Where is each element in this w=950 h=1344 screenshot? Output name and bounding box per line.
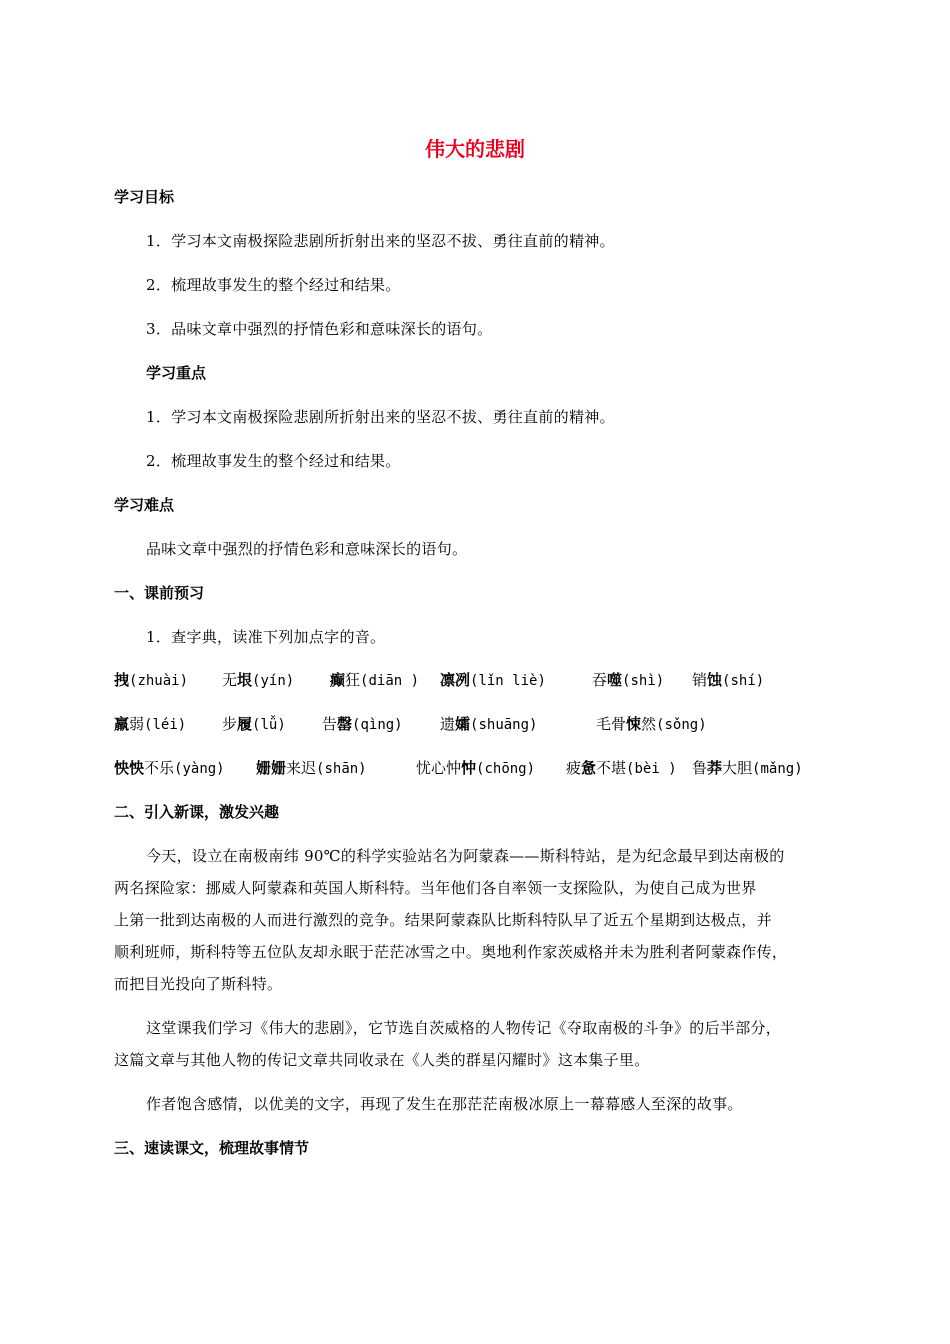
word-text: 告 (322, 715, 338, 733)
dotted-character: 罄 (337, 715, 353, 733)
dotted-character: 蚀 (707, 671, 723, 689)
intro-paragraph-line: 今天，设立在南极南纬 90℃的科学实验站名为阿蒙森——斯科特站，是为纪念最早到达南极的 (146, 847, 785, 865)
difficulty-text: 品味文章中强烈的抒情色彩和意味深长的语句。 (146, 540, 468, 558)
pinyin-reading: (zhuài) (129, 673, 189, 689)
pinyin-reading: (léi) (144, 717, 187, 733)
dotted-character: 悚 (626, 715, 642, 733)
pinyin-word (114, 713, 186, 736)
word-text: 来迟 (286, 759, 317, 777)
preview-heading: 一、课前预习 (114, 584, 205, 602)
objective-item: 1．学习本文南极探险悲剧所折射出来的坚忍不拔、勇往直前的精神。 (146, 232, 615, 250)
pinyin-row (114, 757, 834, 779)
word-text: 无 (222, 671, 238, 689)
pinyin-reading: (yàng) (174, 761, 225, 777)
pinyin-reading: (qìng) (352, 717, 403, 733)
intro-paragraph-line: 作者饱含感情，以优美的文字，再现了发生在那茫茫南极冰原上一幕幕感人至深的故事。 (146, 1095, 743, 1113)
pinyin-reading: (yín) (252, 673, 295, 689)
word-text: 弱 (129, 715, 145, 733)
dotted-character: 癫 (330, 671, 346, 689)
pinyin-word (114, 757, 225, 780)
difficulty-heading: 学习难点 (114, 496, 175, 514)
word-text: 疲 (566, 759, 582, 777)
pinyin-word (692, 669, 764, 692)
pinyin-row (114, 669, 834, 691)
preview-instruction: 1．查字典，读准下列加点字的音。 (146, 628, 386, 646)
dotted-character: 惫 (581, 759, 597, 777)
pinyin-word (330, 669, 419, 692)
word-text: 大胆 (722, 759, 753, 777)
intro-paragraph-line: 顺利班师，斯科特等五位队友却永眠于茫茫冰雪之中。奥地利作家茨威格并未为胜利者阿蒙森作传， (114, 943, 788, 961)
pinyin-word (322, 713, 403, 736)
pinyin-word (114, 669, 188, 692)
dotted-character: 垠 (237, 671, 253, 689)
pinyin-reading: (lǐn liè) (470, 673, 546, 689)
word-text: 遗 (440, 715, 456, 733)
dotted-character: 拽 (114, 671, 130, 689)
key-point-item: 2．梳理故事发生的整个经过和结果。 (146, 452, 401, 470)
pinyin-reading: (chōng) (476, 761, 536, 777)
dotted-character: 履 (237, 715, 253, 733)
intro-paragraph-line: 这堂课我们学习《伟大的悲剧》，它节选自茨威格的人物传记《夺取南极的斗争》的后半部分， (146, 1019, 782, 1037)
word-text: 毛骨 (596, 715, 627, 733)
word-text: 不乐 (144, 759, 175, 777)
pinyin-word (440, 713, 537, 736)
pinyin-row (114, 713, 834, 735)
pinyin-word (222, 713, 286, 736)
word-text: 不堪 (596, 759, 627, 777)
intro-heading: 二、引入新课，激发兴趣 (114, 803, 280, 821)
word-text: 狂 (345, 671, 361, 689)
pinyin-word (596, 713, 707, 736)
dotted-character: 噬 (607, 671, 623, 689)
intro-paragraph-line: 两名探险家：挪威人阿蒙森和英国人斯科特。当年他们各自率领一支探险队，为使自己成为世界 (114, 879, 757, 897)
dotted-character: 孀 (455, 715, 471, 733)
dotted-character: 怏怏 (114, 759, 145, 777)
pinyin-word (440, 669, 546, 692)
pinyin-reading: (sǒng) (656, 717, 707, 733)
word-text: 忧心忡 (416, 759, 462, 777)
objectives-heading: 学习目标 (114, 188, 175, 206)
word-text: 销 (692, 671, 708, 689)
intro-paragraph-line: 这篇文章与其他人物的传记文章共同收录在《人类的群星闪耀时》这本集子里。 (114, 1051, 650, 1069)
key-points-heading: 学习重点 (146, 364, 207, 382)
pinyin-reading: (lǚ) (252, 717, 286, 733)
pinyin-word (692, 757, 803, 780)
dotted-character: 忡 (461, 759, 477, 777)
pinyin-reading: (mǎng) (752, 761, 803, 777)
pinyin-reading: (shí) (722, 673, 765, 689)
pinyin-word (566, 757, 677, 780)
dotted-character: 羸 (114, 715, 130, 733)
pinyin-word (222, 669, 294, 692)
key-point-item: 1．学习本文南极探险悲剧所折射出来的坚忍不拔、勇往直前的精神。 (146, 408, 615, 426)
word-text: 吞 (592, 671, 608, 689)
pinyin-reading: (shuāng) (470, 717, 538, 733)
word-text: 鲁 (692, 759, 708, 777)
pinyin-word (416, 757, 535, 780)
pinyin-reading: (bèi ) (626, 761, 677, 777)
pinyin-reading: (shān) (316, 761, 367, 777)
pinyin-word (256, 757, 367, 780)
pinyin-word (592, 669, 664, 692)
page-title: 伟大的悲剧 (425, 137, 525, 161)
objective-item: 2．梳理故事发生的整个经过和结果。 (146, 276, 401, 294)
pinyin-reading: (diān ) (360, 673, 420, 689)
skim-heading: 三、速读课文，梳理故事情节 (114, 1139, 310, 1157)
pinyin-reading: (shì) (622, 673, 665, 689)
word-text: 然 (641, 715, 657, 733)
intro-paragraph-line: 而把目光投向了斯科特。 (114, 975, 283, 993)
objective-item: 3．品味文章中强烈的抒情色彩和意味深长的语句。 (146, 320, 493, 338)
dotted-character: 凛冽 (440, 671, 471, 689)
word-text: 步 (222, 715, 238, 733)
intro-paragraph-line: 上第一批到达南极的人而进行激烈的竞争。结果阿蒙森队比斯科特队早了近五个星期到达极点，并 (114, 911, 772, 929)
dotted-character: 莽 (707, 759, 723, 777)
dotted-character: 姗姗 (256, 759, 287, 777)
